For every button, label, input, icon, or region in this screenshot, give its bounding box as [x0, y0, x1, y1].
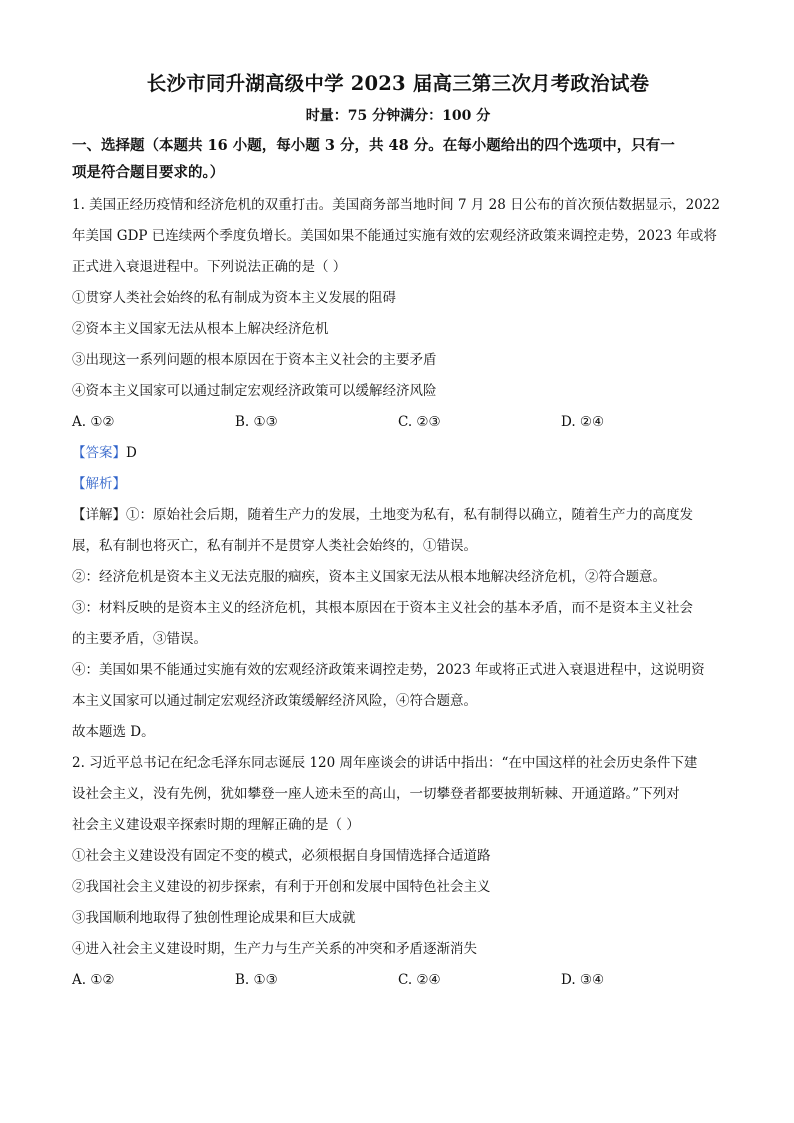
q1-statement-1: ①贯穿人类社会始终的私有制成为资本主义发展的阻碍 — [72, 290, 396, 306]
q1-analysis — [72, 469, 724, 500]
q1-stem-line3: 正式进入衰退进程中。下列说法正确的是（ ） — [72, 259, 347, 275]
question-1 — [72, 190, 724, 748]
q1-detail-line7: 本主义国家可以通过制定宏观经济政策缓解经济风险，④符合题意。 — [72, 693, 477, 709]
q2-statement-4: ④进入社会主义建设时期，生产力与生产关系的冲突和矛盾逐渐消失 — [72, 941, 477, 957]
q2-option-d: D. ③④ — [561, 972, 605, 988]
q2-option-a: A. ①② — [72, 972, 115, 988]
q1-detail-line3: ②：经济危机是资本主义无法克服的痼疾，资本主义国家无法从根本地解决经济危机，②符合题意。 — [72, 569, 666, 585]
q1-stem-line1: 1. 美国正经历疫情和经济危机的双重打击。美国商务部当地时间 7 月 28 日公布的首次预估数据显示，2022 — [72, 197, 720, 213]
q1-detail-line5: 的主要矛盾，③错误。 — [72, 631, 207, 647]
q2-options — [72, 965, 724, 996]
q1-detail-line1 — [72, 500, 724, 531]
section-heading — [72, 132, 724, 186]
q1-conclusion: 故本题选 D。 — [72, 724, 155, 740]
q1-answer — [72, 438, 724, 469]
q2-option-b: B. ①③ — [235, 972, 278, 988]
q1-detail-line2: 展，私有制也将灭亡，私有制并不是贯穿人类社会始终的，①错误。 — [72, 538, 477, 554]
q2-statement-3: ③我国顺利地取得了独创性理论成果和巨大成就 — [72, 910, 356, 926]
q1-detail-line4: ③：材料反映的是资本主义的经济危机，其根本原因在于资本主义社会的基本矛盾，而不是资本主义社会 — [72, 600, 693, 616]
q1-stem-line2: 年美国 GDP 已连续两个季度负增长。美国如果不能通过实施有效的宏观经济政策来调控走势，2023 年或将 — [72, 228, 717, 244]
answer-tag: 【答案】 — [72, 445, 126, 461]
exam-page — [72, 70, 724, 996]
section-heading-line2: 项是符合题目要求的。） — [72, 164, 225, 181]
analysis-tag: 【解析】 — [72, 476, 126, 492]
q2-stem-line1: 2. 习近平总书记在纪念毛泽东同志诞辰 120 周年座谈会的讲话中指出：“在中国这样的社会历史条件下建 — [72, 755, 698, 771]
question-2 — [72, 748, 724, 996]
exam-title: 长沙市同升湖高级中学 2023 届高三第三次月考政治试卷 — [146, 72, 650, 95]
section-heading-line1: 一、选择题（本题共 16 小题，每小题 3 分，共 48 分。在每小题给出的四个选项中，只有一 — [72, 137, 675, 154]
q1-option-d: D. ②④ — [561, 414, 605, 430]
q2-option-c: C. ②④ — [398, 972, 441, 988]
q2-stem-line3: 社会主义建设艰辛探索时期的理解正确的是（ ） — [72, 817, 360, 833]
q1-statement-3: ③出现这一系列问题的根本原因在于资本主义社会的主要矛盾 — [72, 352, 437, 368]
q2-stem-line2: 设社会主义，没有先例，犹如攀登一座人迹未至的高山，一切攀登者都要披荆斩棘、开通道路。”下列对 — [72, 786, 680, 802]
detail-tag: 【详解】 — [72, 507, 126, 523]
q1-statement-2: ②资本主义国家无法从根本上解决经济危机 — [72, 321, 329, 337]
q1-detail-line6: ④：美国如果不能通过实施有效的宏观经济政策来调控走势，2023 年或将正式进入衰退进程中，这说明资 — [72, 662, 705, 678]
q2-statement-2: ②我国社会主义建设的初步探索，有利于开创和发展中国特色社会主义 — [72, 879, 491, 895]
q1-options — [72, 407, 724, 438]
q2-statement-1: ①社会主义建设没有固定不变的模式，必须根据自身国情选择合适道路 — [72, 848, 491, 864]
q1-option-a: A. ①② — [72, 414, 115, 430]
q1-statement-4: ④资本主义国家可以通过制定宏观经济政策可以缓解经济风险 — [72, 383, 437, 399]
exam-duration-score: 时量：75 分钟满分：100 分 — [305, 108, 491, 124]
q1-option-b: B. ①③ — [235, 414, 278, 430]
answer-value: D — [126, 445, 137, 461]
q1-option-c: C. ②③ — [398, 414, 441, 430]
detail-text-1: ①：原始社会后期，随着生产力的发展，土地变为私有，私有制得以确立，随着生产力的高度发 — [126, 507, 693, 523]
